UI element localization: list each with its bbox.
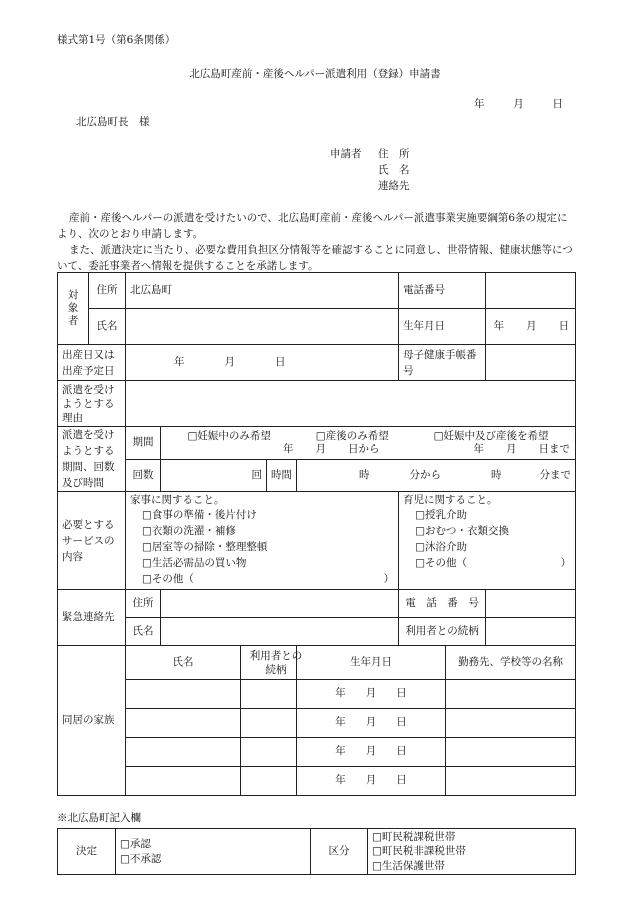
period-option-postpartum[interactable]: □産後のみ希望 [315,429,389,442]
time-field[interactable]: 時 分から 時 分まで [297,459,576,492]
family-relation-field[interactable] [241,767,297,796]
target-phone-label: 電話番号 [399,273,486,309]
target-birth-label: 生年月日 [399,309,486,345]
reject-checkbox[interactable]: □不承認 [120,852,162,865]
category-taxed[interactable]: □町民税課税世帯 [372,831,456,844]
application-table [57,272,576,796]
service-house-2[interactable]: □衣類の洗濯・補修 [142,525,236,538]
office-use-table [57,828,576,875]
target-birth-field[interactable]: 年 月 日 [486,309,576,345]
period-option-both[interactable]: □妊娠中及び産後を希望 [433,429,549,442]
family-row [58,709,576,738]
emergency-name-field[interactable] [161,618,399,646]
family-relation-field[interactable] [241,680,297,709]
target-address-label: 住所 [89,273,126,309]
addressee: 北広島町長 様 [76,116,150,128]
decision-options [116,829,311,875]
applicant-address-label: 住 所 [378,148,410,160]
family-birth-field[interactable]: 年 月 日 [297,680,446,709]
handbook-field[interactable] [486,345,576,381]
family-row [58,767,576,796]
count-label: 回数 [126,459,161,492]
family-work-field[interactable] [446,680,576,709]
period-sub-label: 期間 [126,427,161,460]
family-relation-field[interactable] [241,709,297,738]
emergency-address-label: 住所 [126,590,161,618]
service-house-4[interactable]: □生活必需品の買い物 [142,557,247,570]
service-child-3[interactable]: □沐浴介助 [415,541,467,554]
period-field[interactable]: □妊娠中のみ希望 □産後のみ希望 □妊娠中及び産後を希望 年 月 日から 年 月 日まで [161,427,576,460]
applicant-contact-label: 連絡先 [378,180,410,192]
family-name-field[interactable] [126,738,241,767]
intro-paragraph-2: また、派遣決定に当たり、必要な費用負担区分情報等を確認することに同意し、世帯情報、健康状態等について、委託事業者へ情報を提供することを承諾します。 [57,244,573,272]
decision-label: 決定 [58,829,116,875]
family-row [58,680,576,709]
target-name-field[interactable] [126,309,399,345]
family-name-field[interactable] [126,767,241,796]
service-child-1[interactable]: □授乳介助 [415,509,467,522]
date-year: 年 [474,98,485,110]
intro-paragraph-1: 産前・産後ヘルパーの派遣を受けたいので、北広島町産前・産後ヘルパー派遣事業実施要綱第6条の規定により、次のとおり申請します。 [57,212,568,240]
office-use-note: ※北広島町記入欄 [57,812,141,824]
category-welfare[interactable]: □生活保護世帯 [372,859,445,872]
emergency-name-label: 氏名 [126,618,161,646]
reason-label: 派遣を受けようとする理由 [58,381,126,427]
period-label: 派遣を受けようとする期間、回数及び時間 [58,427,126,492]
date-month: 月 [513,98,524,110]
date-day: 日 [552,98,563,110]
target-address-field[interactable] [126,273,399,309]
service-house-3[interactable]: □居室等の掃除・整理整頓 [142,541,268,554]
target-name-label: 氏名 [89,309,126,345]
due-date-label: 出産日又は出産予定日 [58,345,126,381]
family-birth-field[interactable]: 年 月 日 [297,709,446,738]
applicant-label: 申請者 [330,148,362,160]
family-work-field[interactable] [446,738,576,767]
page-title: 北広島町産前・産後ヘルパー派遣利用（登録）申請書 [189,68,441,80]
family-col-relation: 利用者との続柄 [241,646,297,680]
service-child-other[interactable]: □その他（ [415,557,467,570]
family-birth-field[interactable]: 年 月 日 [297,738,446,767]
count-field[interactable]: 回 [161,459,267,492]
approve-checkbox[interactable]: □承認 [120,838,151,851]
service-child-2[interactable]: □おむつ・衣類交換 [415,525,509,538]
due-date-field[interactable]: 年 月 日 [126,345,399,381]
emergency-label: 緊急連絡先 [58,590,126,646]
services-label: 必要とするサービスの内容 [58,492,126,590]
applicant-name-label: 氏 名 [378,164,410,176]
family-work-field[interactable] [446,709,576,738]
category-label: 区分 [311,829,368,875]
emergency-address-field[interactable] [161,590,399,618]
family-name-field[interactable] [126,709,241,738]
reason-field[interactable] [126,381,576,427]
emergency-phone-label: 電 話 番 号 [399,590,486,618]
target-label-cell: 対象者 [58,273,89,345]
family-col-name: 氏名 [126,646,241,680]
time-label: 時間 [267,459,297,492]
date-line [474,98,563,111]
period-option-pregnancy[interactable]: □妊娠中のみ希望 [187,429,271,442]
family-row [58,738,576,767]
family-name-field[interactable] [126,680,241,709]
category-options [368,829,576,875]
services-childcare: 育児に関すること。 □授乳介助 □おむつ・衣類交換 □沐浴介助 □その他（ ） [399,492,576,590]
family-birth-field[interactable]: 年 月 日 [297,767,446,796]
emergency-relation-label: 利用者との続柄 [399,618,486,646]
family-label: 同居の家族 [58,646,126,796]
handbook-label: 母子健康手帳番号 [399,345,486,381]
family-work-field[interactable] [446,767,576,796]
family-col-birth: 生年月日 [297,646,446,680]
family-col-work: 勤務先、学校等の名称 [446,646,576,680]
service-house-other[interactable]: □その他（ [142,573,194,586]
target-address-value: 北広島町 [130,283,172,296]
service-house-1[interactable]: □食事の準備・後片付け [142,509,257,522]
form-number: 様式第1号（第6条関係） [57,34,176,46]
family-relation-field[interactable] [241,738,297,767]
emergency-phone-field[interactable] [486,590,576,618]
target-phone-field[interactable] [486,273,576,309]
category-untaxed[interactable]: □町民税非課税世帯 [372,845,466,858]
emergency-relation-field[interactable] [486,618,576,646]
services-housework: 家事に関すること。 □食事の準備・後片付け □衣類の洗濯・補修 □居室等の掃除・整理整頓 □生活必需品の買い物 □その他（ ） [126,492,399,590]
